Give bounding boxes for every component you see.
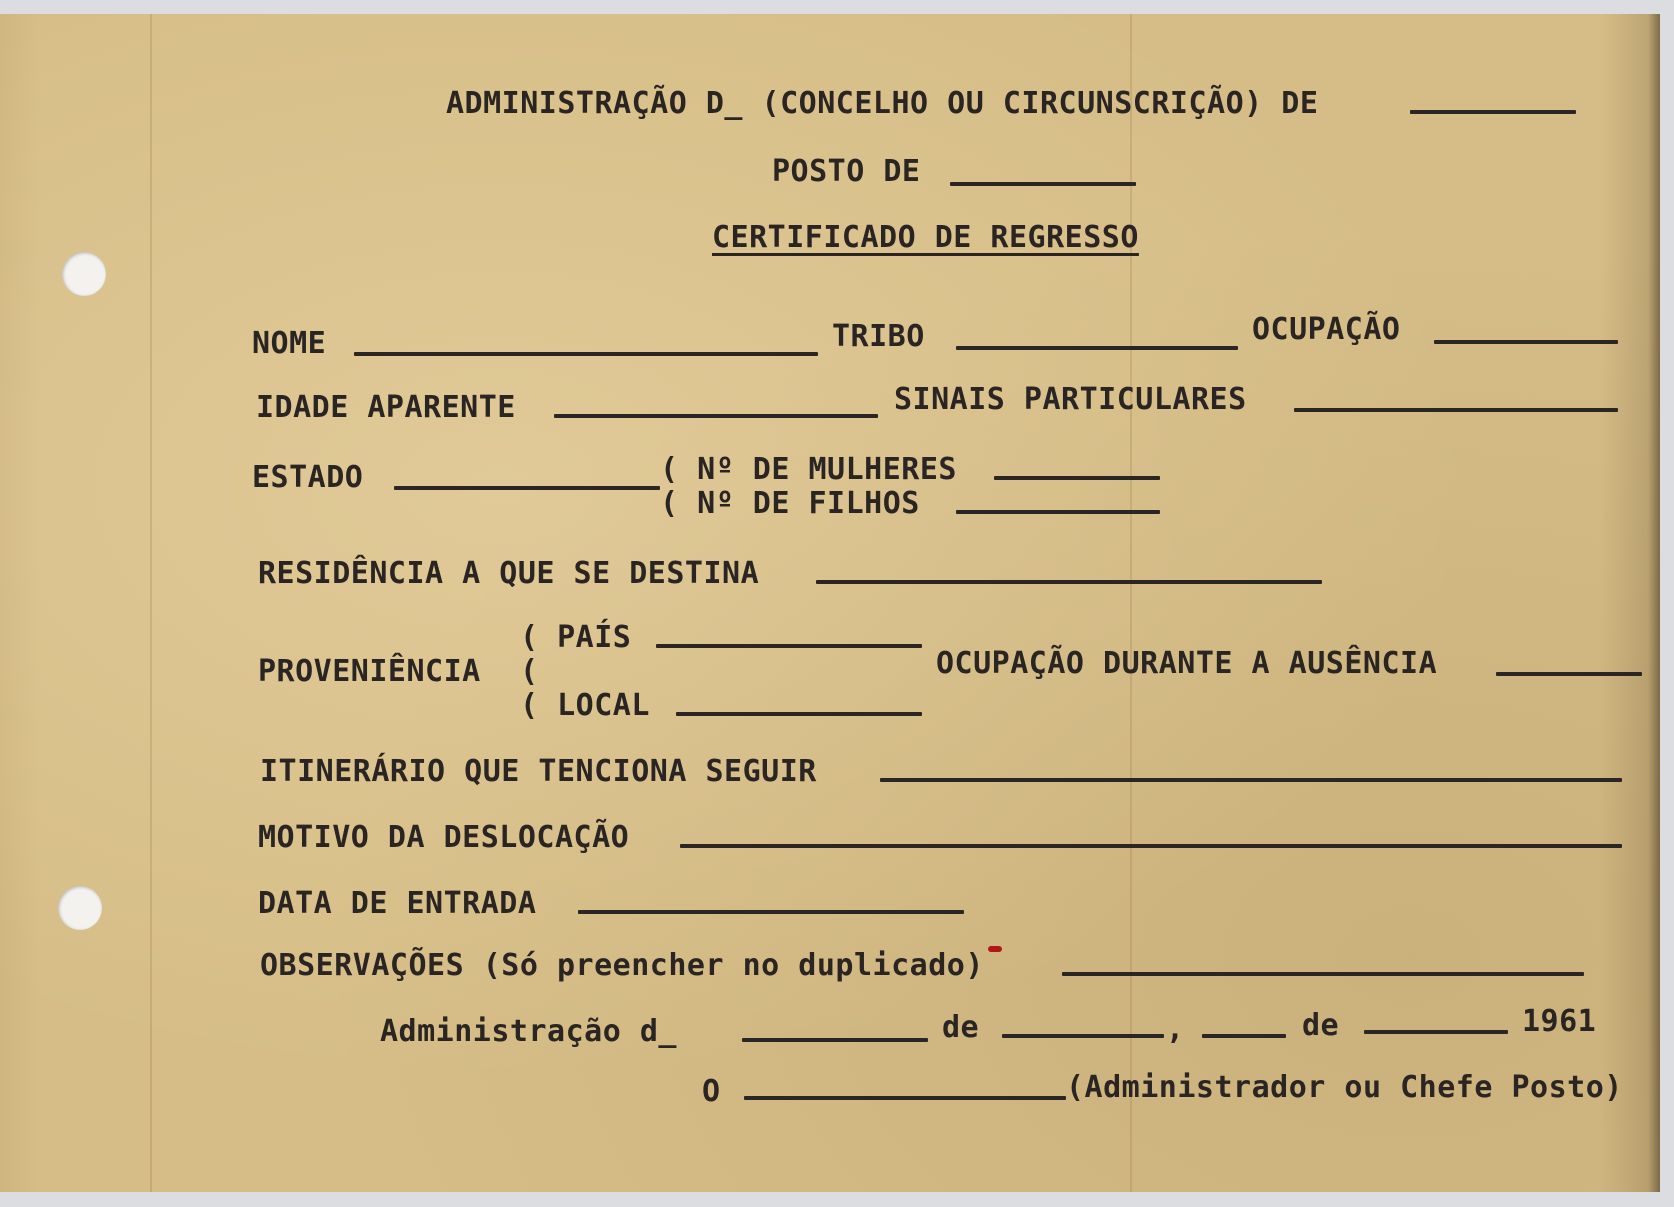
month-blank[interactable]: [1002, 1034, 1164, 1038]
idade-label: IDADE APARENTE: [256, 390, 516, 425]
administracao-footer-label: Administração d_: [380, 1014, 677, 1049]
estado-label: ESTADO: [252, 460, 364, 495]
ocupacao-label: OCUPAÇÃO: [1252, 312, 1401, 347]
paper-fold: [1130, 14, 1132, 1192]
posto-label: POSTO DE: [772, 154, 921, 189]
itinerario-label: ITINERÁRIO QUE TENCIONA SEGUIR: [260, 754, 817, 789]
local-label: ( LOCAL: [520, 688, 650, 723]
ocupacao-ausencia-label: OCUPAÇÃO DURANTE A AUSÊNCIA: [936, 646, 1438, 681]
sinais-blank[interactable]: [1294, 408, 1618, 412]
mulheres-blank[interactable]: [994, 476, 1160, 480]
pais-label: ( PAÍS: [520, 620, 632, 655]
data-entrada-label: DATA DE ENTRADA: [258, 886, 537, 921]
form-title: CERTIFICADO DE REGRESSO: [712, 220, 1139, 255]
o-label: O: [702, 1074, 721, 1109]
filhos-label: ( Nº DE FILHOS: [660, 486, 920, 521]
data-entrada-blank[interactable]: [578, 910, 964, 914]
de-label-1: de: [942, 1010, 980, 1045]
tribo-label: TRIBO: [832, 319, 925, 354]
administracao-blank[interactable]: [742, 1038, 928, 1042]
signature-blank[interactable]: [744, 1096, 1066, 1100]
punch-hole: [62, 252, 106, 296]
red-ink-mark: [988, 946, 1002, 952]
motivo-blank[interactable]: [680, 844, 1622, 848]
punch-hole: [58, 886, 102, 930]
proveniencia-label: PROVENIÊNCIA: [258, 654, 481, 689]
ocupacao-ausencia-blank[interactable]: [1496, 672, 1642, 676]
tribo-blank[interactable]: [956, 346, 1238, 350]
sinais-label: SINAIS PARTICULARES: [894, 382, 1247, 417]
day-blank[interactable]: [1202, 1034, 1286, 1038]
admin-heading: ADMINISTRAÇÃO D_ (CONCELHO OU CIRCUNSCRIÇÃO) DE: [446, 86, 1319, 121]
date-blank[interactable]: [1364, 1030, 1508, 1034]
proveniencia-bracket: (: [520, 654, 539, 689]
filhos-blank[interactable]: [956, 510, 1160, 514]
de-label-2: de: [1302, 1008, 1340, 1043]
paper-form: [0, 14, 1660, 1192]
ocupacao-blank[interactable]: [1434, 340, 1618, 344]
residencia-blank[interactable]: [816, 580, 1322, 584]
residencia-label: RESIDÊNCIA A QUE SE DESTINA: [258, 556, 760, 591]
local-blank[interactable]: [676, 712, 922, 716]
motivo-label: MOTIVO DA DESLOCAÇÃO: [258, 820, 630, 855]
mulheres-label: ( Nº DE MULHERES: [660, 452, 957, 487]
observacoes-blank[interactable]: [1062, 972, 1584, 976]
posto-blank[interactable]: [950, 182, 1136, 186]
paper-edge-shadow: [1648, 14, 1660, 1192]
admin-blank[interactable]: [1410, 110, 1576, 114]
estado-blank[interactable]: [394, 486, 660, 490]
signer-label: (Administrador ou Chefe Posto): [1066, 1070, 1623, 1105]
nome-blank[interactable]: [354, 352, 818, 356]
paper-fold: [150, 14, 152, 1192]
year-label: 1961: [1522, 1004, 1597, 1039]
itinerario-blank[interactable]: [880, 778, 1622, 782]
pais-blank[interactable]: [656, 644, 922, 648]
observacoes-label: OBSERVAÇÕES (Só preencher no duplicado): [260, 948, 984, 983]
nome-label: NOME: [252, 326, 327, 361]
idade-blank[interactable]: [554, 414, 878, 418]
comma: ,: [1166, 1012, 1185, 1047]
